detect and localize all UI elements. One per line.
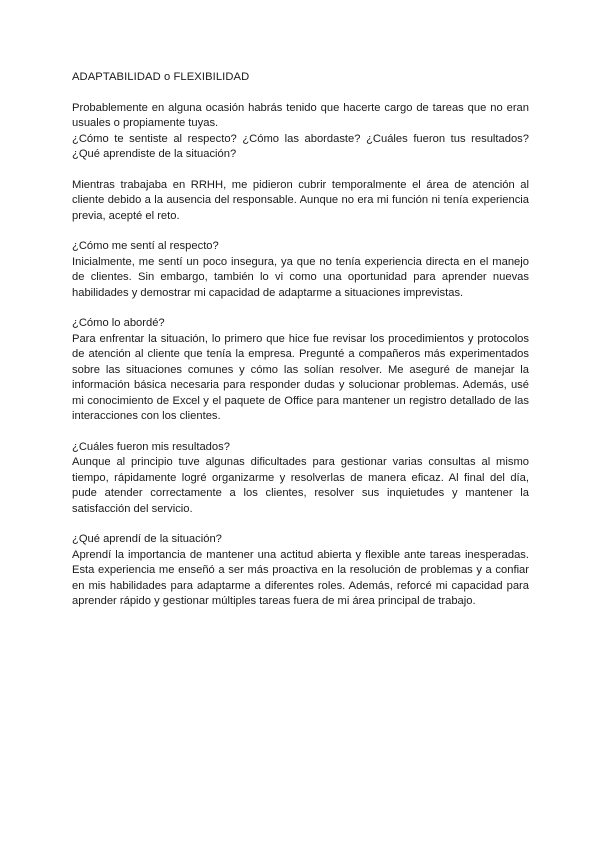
section-results xyxy=(72,440,529,518)
section-feelings xyxy=(72,239,529,301)
section-body: Aprendí la importancia de mantener una actitud abierta y flexible ante tareas inesperadas. Esta experiencia me enseñó a ser más proactiva en la resolución de problemas y a confiar en mis habilidades para adaptarme a diferentes roles. Además, reforcé mi capacidad para aprender rápido y gestionar múltiples tareas fuera de mi área principal de trabajo. xyxy=(72,548,529,607)
document-title: ADAPTABILIDAD o FLEXIBILIDAD xyxy=(72,71,250,83)
section-body: Para enfrentar la situación, lo primero que hice fue revisar los procedimientos y protocolos de atención al cliente que tenía la empresa. Pregunté a compañeros más experimentados sobre las situaciones comunes y cómo las solían resolver. Me aseguré de manejar la información básica necesaria para responder dudas y solucionar problemas. Además, usé mi conocimiento de Excel y el paquete de Office para mantener un registro detallado de las interacciones con los clientes. xyxy=(72,332,529,422)
document-page xyxy=(72,70,529,625)
context-paragraph: Mientras trabajaba en RRHH, me pidieron cubrir temporalmente el área de atención al cliente debido a la ausencia del responsable. Aunque no era mi función ni tenía experiencia previa, acepté el reto. xyxy=(72,178,529,222)
section-approach xyxy=(72,316,529,425)
intro-block xyxy=(72,101,529,163)
section-body: Inicialmente, me sentí un poco insegura, ya que no tenía experiencia directa en el manejo de clientes. Sin embargo, también lo vi como una oportunidad para aprender nuevas habilidades y demostrar mi capacidad de adaptarme a situaciones imprevistas. xyxy=(72,255,529,299)
section-body: Aunque al principio tuve algunas dificultades para gestionar varias consultas al mismo tiempo, rápidamente logré organizarme y resolverlas de manera eficaz. Al final del día, pude atender correctamente a los clientes, resolver sus inquietudes y mantener la satisfacción del servicio. xyxy=(72,456,529,515)
section-heading: ¿Cómo lo abordé? xyxy=(72,317,165,329)
intro-questions: ¿Cómo te sentiste al respecto? ¿Cómo las abordaste? ¿Cuáles fueron tus resultados? ¿Qué aprendiste de la situación? xyxy=(72,132,529,160)
section-heading: ¿Qué aprendí de la situación? xyxy=(72,533,222,545)
context-block xyxy=(72,178,529,225)
intro-prompt: Probablemente en alguna ocasión habrás tenido que hacerte cargo de tareas que no eran usuales o propiamente tuyas. xyxy=(72,101,529,129)
section-heading: ¿Cómo me sentí al respecto? xyxy=(72,240,219,252)
section-learning xyxy=(72,532,529,610)
section-heading: ¿Cuáles fueron mis resultados? xyxy=(72,440,230,453)
